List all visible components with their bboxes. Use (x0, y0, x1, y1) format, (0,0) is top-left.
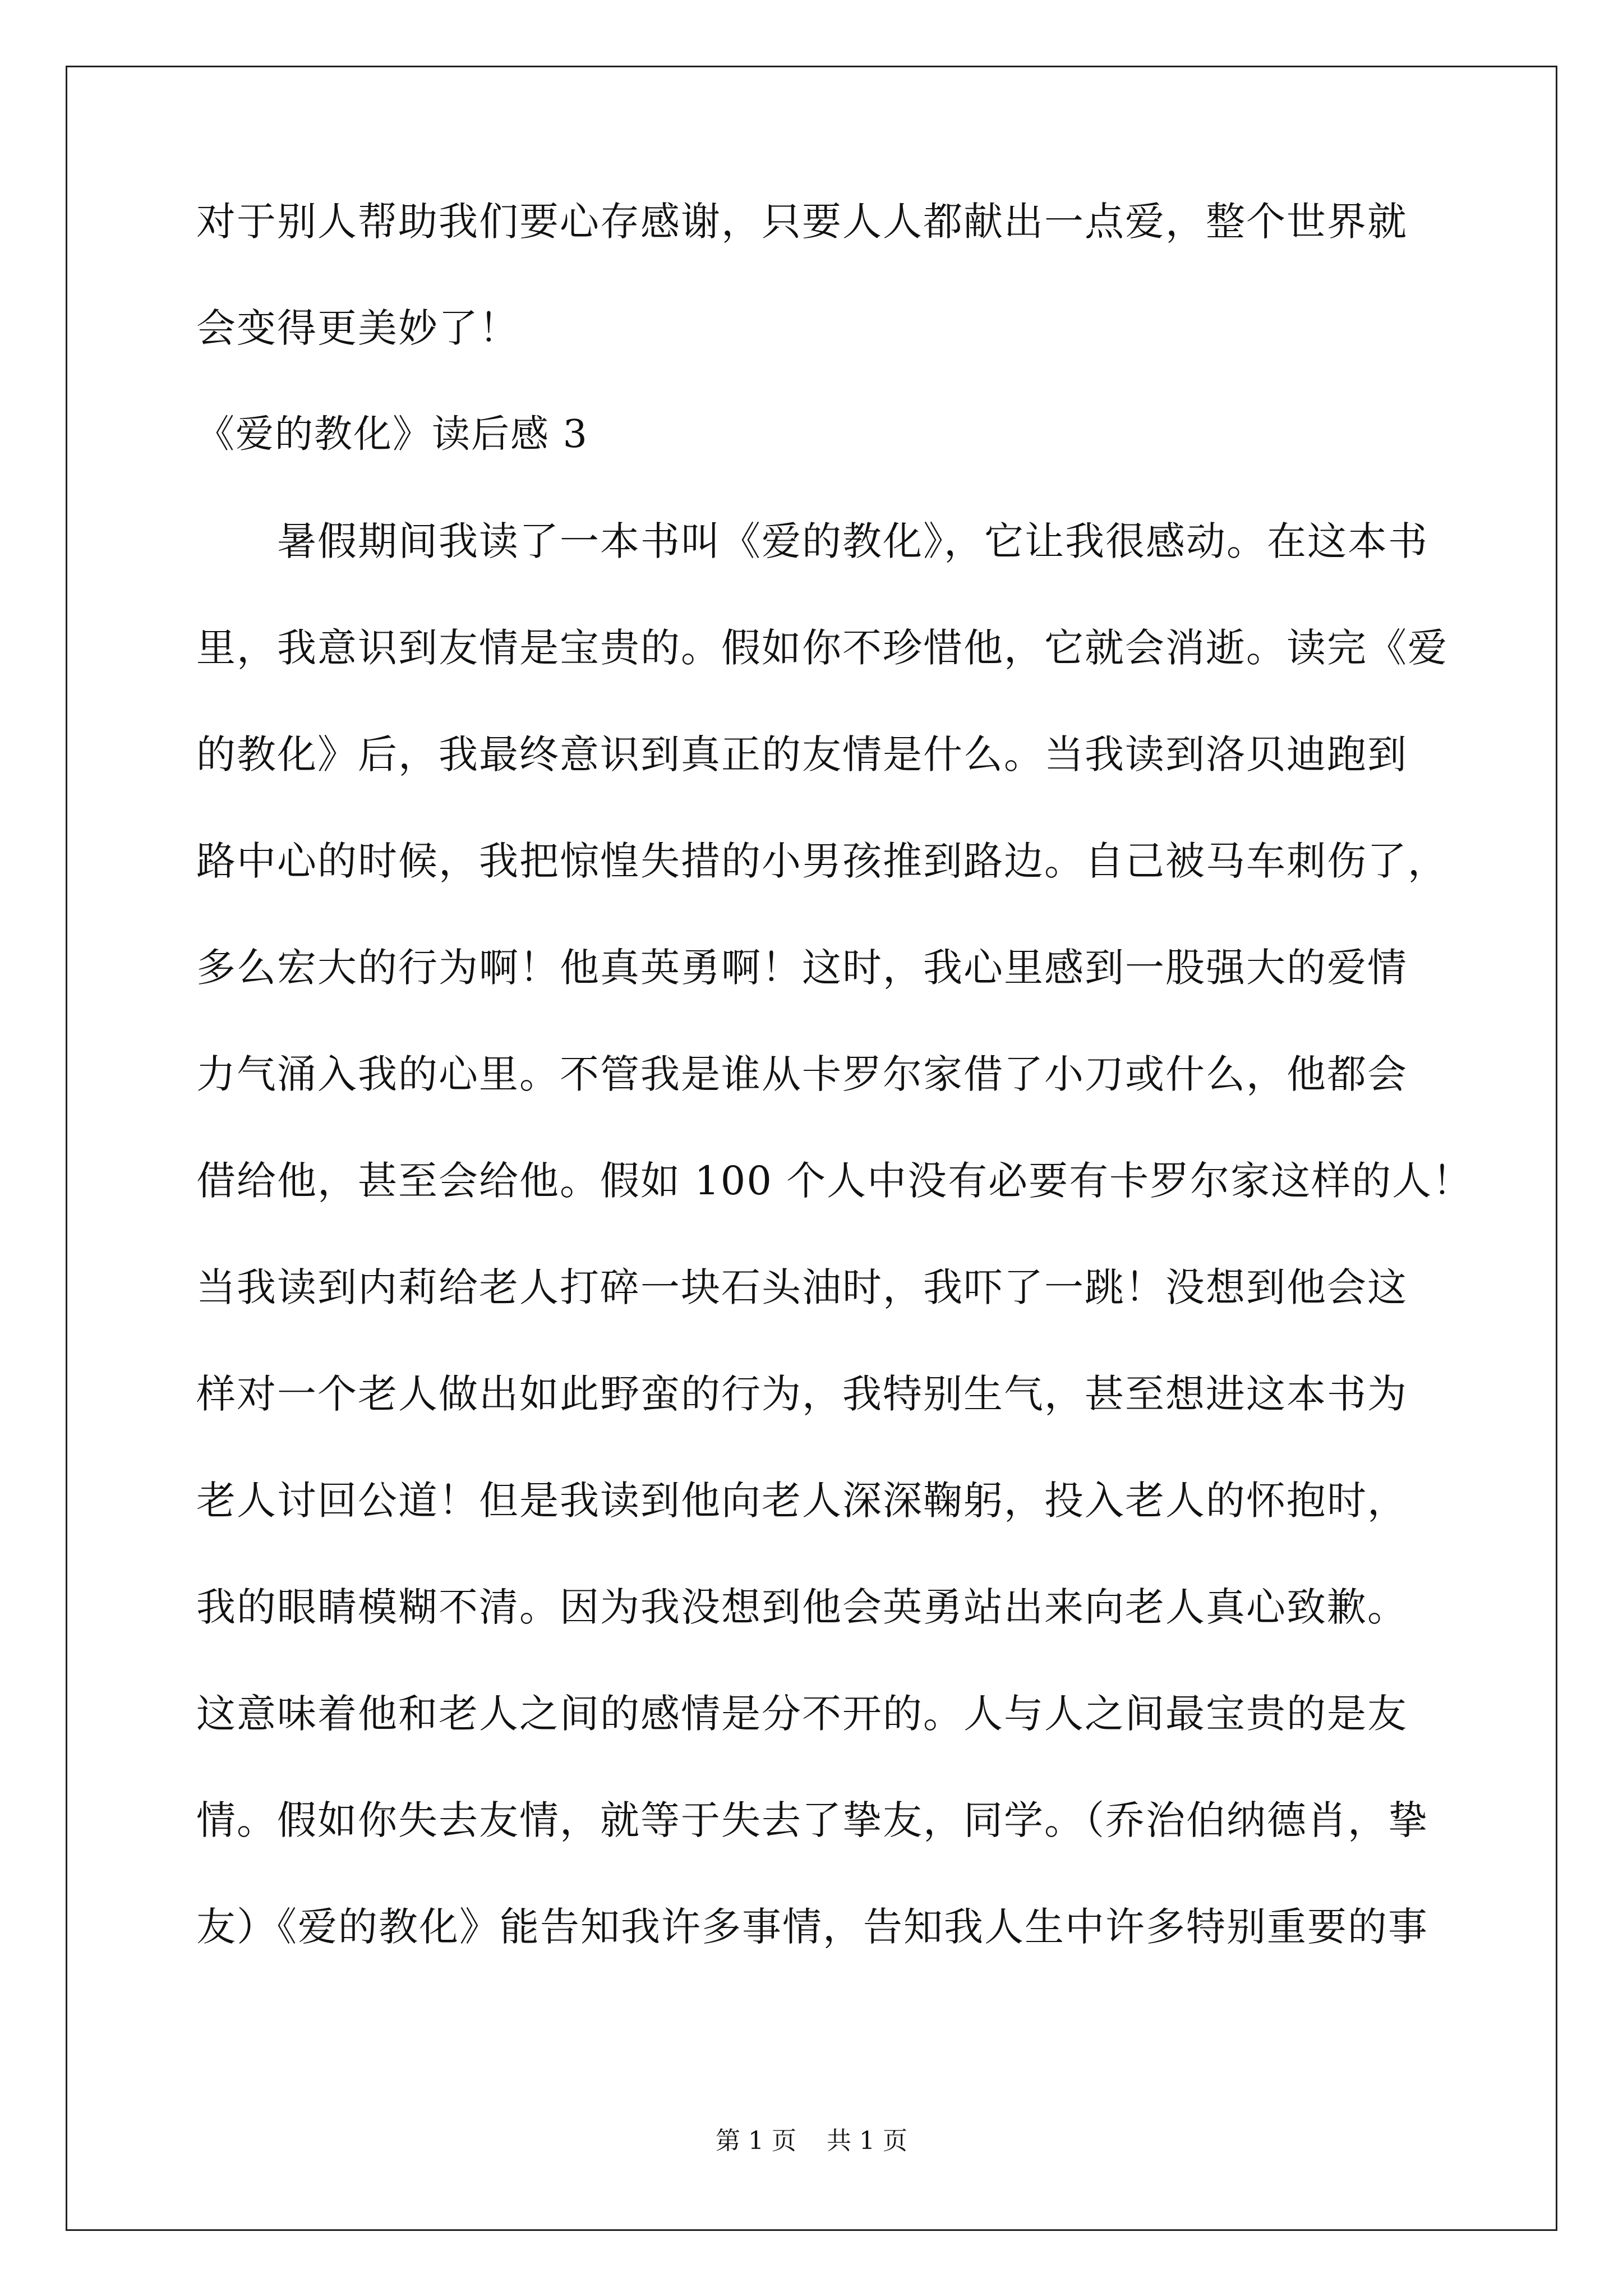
text-line: 暑假期间我读了一本书叫《爱的教化》，它让我很感动。在这本书 (196, 518, 1428, 564)
text-line: 当我读到内莉给老人打碎一块石头油时，我吓了一跳！没想到他会这 (196, 1264, 1408, 1310)
text-line: 里，我意识到友情是宝贵的。假如你不珍惜他，它就会消逝。读完《爱 (196, 625, 1448, 671)
text-line: 力气涌入我的心里。不管我是谁从卡罗尔家借了小刀或什么，他都会 (196, 1051, 1408, 1097)
text-line: 这意味着他和老人之间的感情是分不开的。人与人之间最宝贵的是友 (196, 1691, 1408, 1737)
page-footer (0, 2129, 1623, 2154)
text-line: 对于别人帮助我们要心存感谢，只要人人都献出一点爱，整个世界就 (196, 199, 1408, 245)
text-line: 多么宏大的行为啊！他真英勇啊！这时，我心里感到一股强大的爱情 (196, 945, 1408, 991)
section-title: 《爱的教化》读后感 3 (196, 412, 588, 457)
page-number-current: 第 1 页 (716, 2127, 796, 2155)
document-body (196, 199, 1473, 1950)
page-number-total: 共 1 页 (827, 2127, 907, 2155)
text-line: 老人讨回公道！但是我读到他向老人深深鞠躬，投入老人的怀抱时， (196, 1478, 1408, 1524)
text-line: 情。假如你失去友情，就等于失去了挚友，同学。（乔治伯纳德肖，挚 (196, 1797, 1428, 1843)
text-line: 的教化》后，我最终意识到真正的友情是什么。当我读到洛贝迪跑到 (196, 731, 1408, 777)
text-line: 路中心的时候，我把惊惶失措的小男孩推到路边。自己被马车刺伤了， (196, 838, 1448, 884)
text-line: 会变得更美妙了！ (196, 305, 519, 351)
text-line: 样对一个老人做出如此野蛮的行为，我特别生气，甚至想进这本书为 (196, 1371, 1408, 1417)
text-line: 友）《爱的教化》能告知我许多事情，告知我人生中许多特别重要的事 (196, 1904, 1428, 1950)
text-line: 我的眼睛模糊不清。因为我没想到他会英勇站出来向老人真心致歉。 (196, 1584, 1408, 1630)
text-line: 借给他，甚至会给他。假如 100 个人中没有必要有卡罗尔家这样的人！ (196, 1158, 1473, 1204)
